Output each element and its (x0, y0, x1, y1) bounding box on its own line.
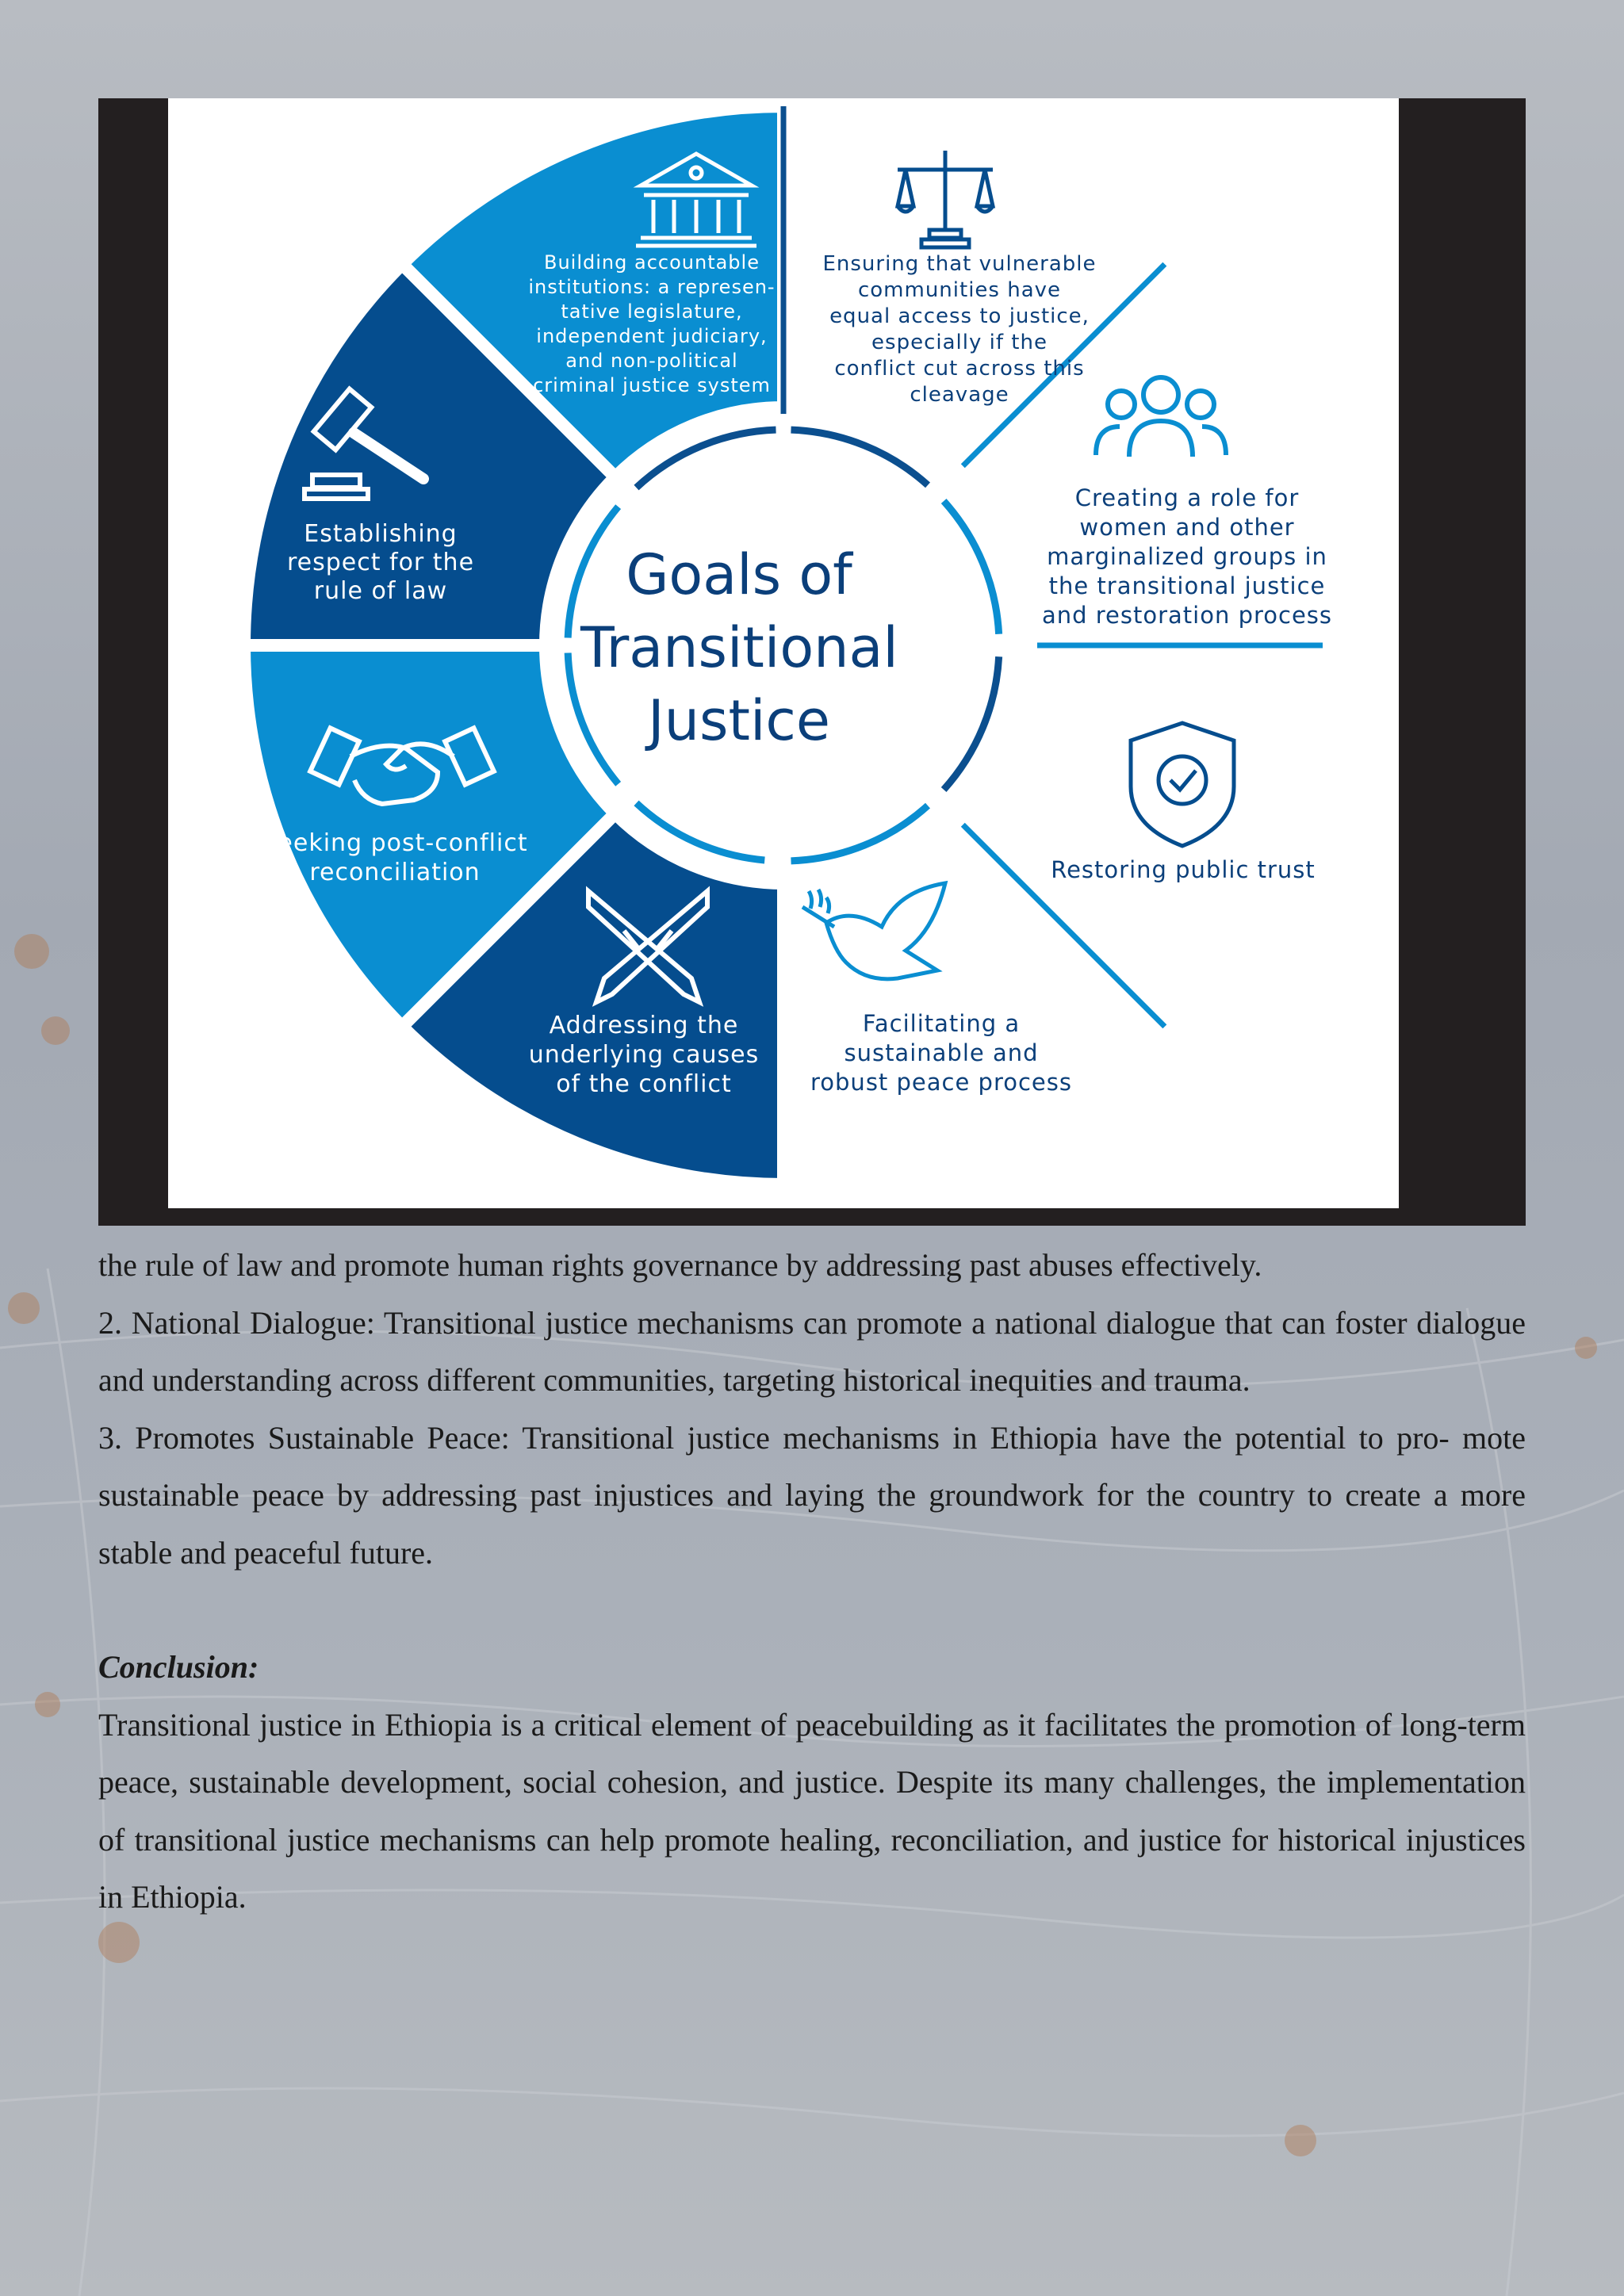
title-line: Justice (648, 688, 830, 753)
label-line: criminal justice system (533, 374, 771, 396)
scales-icon (898, 151, 993, 247)
goal-label-vulnerable-communities (809, 251, 1110, 408)
label-line: rule of law (313, 577, 448, 605)
label-line: Addressing the (549, 1012, 739, 1039)
label-line: Creating a role for (1074, 484, 1300, 511)
label-line: Ensuring that vulnerable (822, 252, 1097, 276)
goal-label-accountable-institutions (517, 251, 787, 398)
label-line: of the conflict (556, 1070, 732, 1098)
shield-check-icon (1131, 723, 1234, 846)
label-line: independent judiciary, (536, 325, 768, 347)
label-line: Building accountable (544, 251, 760, 274)
goal-label-peace-process (795, 1009, 1088, 1097)
label-line: cleavage (910, 383, 1009, 407)
paragraph-rule-of-law: the rule of law and promote human rights governance by addressing past abuses effectively. (98, 1247, 1262, 1283)
article-body (98, 1237, 1526, 1927)
label-line: and restoration process (1041, 602, 1333, 629)
label-line: Facilitating a (862, 1010, 1021, 1037)
label-line: Establishing (304, 520, 458, 548)
goal-label-rule-of-law (262, 520, 500, 606)
label-line: and non-political (565, 350, 738, 372)
label-line: communities have (857, 278, 1062, 302)
label-line: institutions: a represen- (528, 276, 776, 298)
label-line: especially if the (871, 331, 1048, 354)
goal-label-women-marginalized (1025, 484, 1350, 630)
label-line: marginalized groups in (1047, 543, 1327, 570)
label-line: robust peace process (810, 1069, 1072, 1096)
people-group-icon (1096, 377, 1226, 457)
dove-icon (802, 883, 945, 979)
label-line: underlying causes (528, 1041, 760, 1069)
label-line: women and other (1079, 514, 1295, 541)
label-line: reconciliation (309, 859, 481, 886)
label-line: equal access to justice, (829, 304, 1090, 328)
label-line: tative legislature, (561, 300, 743, 323)
paragraph-spacer (98, 1582, 1526, 1639)
title-line: Transitional (580, 615, 898, 680)
goal-label-public-trust (1032, 855, 1334, 885)
label-line: sustainable and (844, 1039, 1039, 1066)
label-line: Restoring public trust (1051, 856, 1316, 883)
conclusion-paragraph: Transitional justice in Ethiopia is a critical element of peacebuilding as it facilitates the promotion of long-term peace, sustainable development, social cohesion, and justice. Despite its many challenges, the implementation of transitional justice mechanisms can help promote healing, reconciliation, and justice for historical injustices in Ethiopia. (98, 1706, 1526, 1915)
label-line: conflict cut across this (834, 357, 1085, 381)
label-line: Seeking post-conflict (262, 829, 528, 857)
label-line: respect for the (286, 549, 475, 576)
goal-label-reconciliation (252, 828, 538, 887)
paragraph-sustainable-peace: 3. Promotes Sustainable Peace: Transitional justice mechanisms in Ethiopia have the potential to pro- mote sustainable peace by addressing past injustices and laying the groundwork for the country to create a more stable and peaceful future. (98, 1419, 1526, 1571)
label-line: the transitional justice (1048, 572, 1326, 599)
conclusion-heading: Conclusion: (98, 1649, 259, 1685)
title-line: Goals of (626, 542, 852, 607)
infographic-title (580, 538, 898, 757)
goal-label-underlying-causes (501, 1011, 787, 1099)
infographic-panel (168, 98, 1399, 1208)
paragraph-national-dialogue: 2. National Dialogue: Transitional justice mechanisms can promote a national dialogue that can foster dialogue and understanding across different communities, targeting historical inequities and trauma. (98, 1304, 1526, 1398)
